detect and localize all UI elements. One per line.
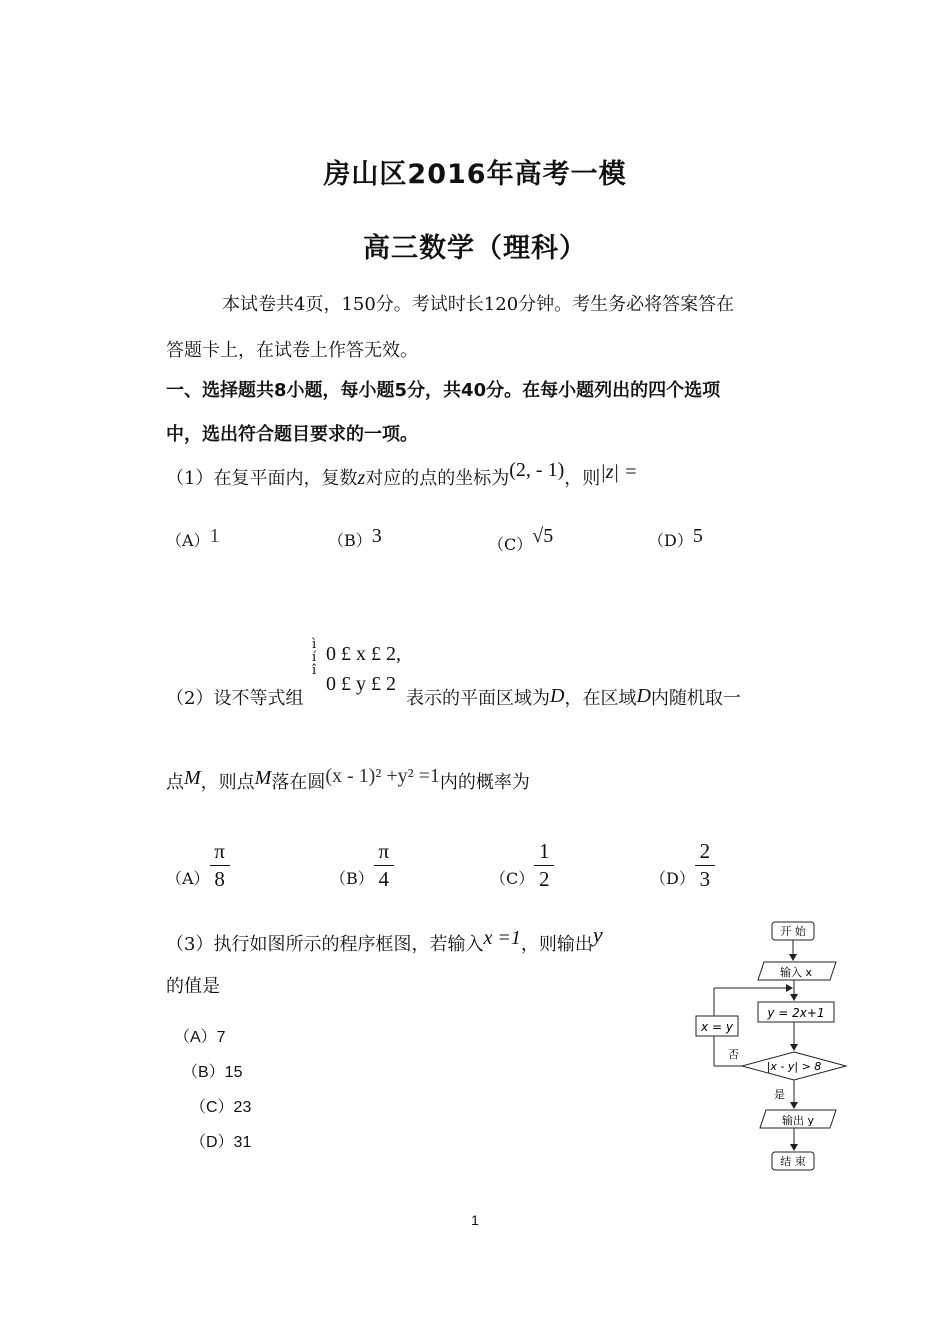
- q2-mid2: ，在区域: [564, 688, 637, 709]
- q3-input: x =1: [483, 927, 521, 949]
- q2-option-b-fraction: $\frac{\pi}{4}$: [374, 840, 394, 891]
- q2-option-b-label: （B）: [330, 869, 374, 889]
- q1-option-a-value: 1: [209, 525, 220, 547]
- q1-option-a-label: （A）: [166, 531, 210, 550]
- q2-option-c: [490, 840, 554, 891]
- q2-option-a-fraction: $\frac{\pi}{8}$: [210, 840, 230, 891]
- q2-inequality-2: 0 £ y £ 2: [326, 673, 396, 695]
- q2-option-d: [650, 840, 715, 891]
- flow-no-label: 否: [728, 1048, 739, 1061]
- flow-condition-text: |x - y| > 8: [766, 1060, 822, 1073]
- flow-output-text: 输出 y: [781, 1114, 815, 1127]
- q1-abs: |z| =: [600, 461, 638, 483]
- q2-point-m: M: [184, 767, 201, 789]
- q2-option-c-label: （C）: [490, 869, 535, 889]
- q2-option-d-fraction: $\frac{2}{3}$: [695, 840, 715, 891]
- q1-option-a: [166, 525, 220, 552]
- q3-mid: ，则输出: [520, 934, 593, 955]
- question-3-stem-line-2: 的值是: [166, 976, 220, 997]
- q1-prefix: （1）在复平面内，复数: [166, 468, 358, 489]
- q1-option-c: [488, 525, 554, 556]
- page-number: 1: [471, 1212, 479, 1228]
- q2-line2-c: 落在圆: [271, 772, 326, 793]
- q1-then: ，则: [564, 468, 601, 489]
- flow-update-text: x = y: [701, 1020, 733, 1034]
- q3-option-a: （A）7: [174, 1029, 226, 1046]
- q1-option-b: [328, 525, 382, 552]
- q1-mid: 对应的点的坐标为: [365, 468, 510, 489]
- flow-yes-label: 是: [774, 1088, 785, 1101]
- flow-end-text: 结 束: [780, 1155, 806, 1168]
- q3-option-b: （B）15: [182, 1064, 243, 1081]
- q1-option-d: [648, 525, 703, 552]
- intro-line-1: 本试卷共4页，150分。考试时长120分钟。考生务必将答案答在: [222, 294, 735, 315]
- q2-mid: 表示的平面区域为: [406, 688, 550, 709]
- q2-brace: ì í î: [312, 637, 317, 678]
- question-1-stem: [166, 459, 638, 490]
- q3-option-d: （D）31: [190, 1134, 252, 1151]
- q2-line2-d: 内的概率为: [439, 772, 530, 793]
- program-flowchart: [690, 918, 850, 1174]
- q2-point-m-2: M: [254, 767, 272, 789]
- q1-option-d-value: 5: [692, 525, 703, 547]
- q2-line2-b: ，则点: [200, 772, 255, 793]
- q2-inequality-1: 0 £ x £ 2,: [326, 643, 401, 665]
- q2-prefix: （2）设不等式组: [166, 688, 304, 709]
- question-2-stem-line-1: [166, 684, 303, 710]
- q2-region-d: D: [550, 685, 565, 707]
- exam-title: 房山区2016年高考一模: [323, 159, 627, 190]
- question-3-stem-line-1: [166, 922, 603, 956]
- q2-option-b: [330, 840, 394, 891]
- q1-option-c-value: √5: [532, 525, 554, 547]
- q1-option-d-label: （D）: [648, 531, 693, 550]
- flow-input-text: 输入 x: [779, 966, 813, 979]
- q2-option-d-label: （D）: [650, 869, 695, 889]
- q2-option-a-label: （A）: [166, 869, 210, 889]
- q3-output-var: y: [592, 922, 603, 947]
- q2-region-d-2: D: [636, 685, 651, 707]
- q2-circle: (x - 1)² +y² =1: [325, 765, 440, 787]
- q2-line2-a: 点: [166, 772, 184, 793]
- q1-option-b-value: 3: [371, 525, 382, 547]
- q1-coord: (2, - 1): [509, 459, 565, 481]
- q3-prefix: （3）执行如图所示的程序框图，若输入: [166, 934, 484, 955]
- q1-var: z: [357, 467, 366, 489]
- section1-header-line-2: 中，选出符合题目要求的一项。: [166, 424, 418, 445]
- flow-start-text: 开 始: [780, 925, 806, 938]
- q2-option-a: [166, 840, 230, 891]
- q2-option-c-fraction: $\frac{1}{2}$: [534, 840, 554, 891]
- exam-subtitle: 高三数学（理科）: [363, 233, 587, 264]
- section1-header-line-1: 一、选择题共8小题，每小题5分，共40分。在每小题列出的四个选项: [166, 380, 721, 401]
- intro-line-2: 答题卡上，在试卷上作答无效。: [166, 340, 418, 361]
- q3-option-c: （C）23: [190, 1099, 252, 1116]
- q1-option-b-label: （B）: [328, 531, 372, 550]
- flow-assign-text: y = 2x+1: [767, 1006, 825, 1020]
- q2-end: 内随机取一: [650, 688, 741, 709]
- question-2-stem-line-1b: [406, 684, 741, 710]
- question-2-stem-line-2: [166, 765, 530, 794]
- q1-option-c-label: （C）: [488, 535, 533, 554]
